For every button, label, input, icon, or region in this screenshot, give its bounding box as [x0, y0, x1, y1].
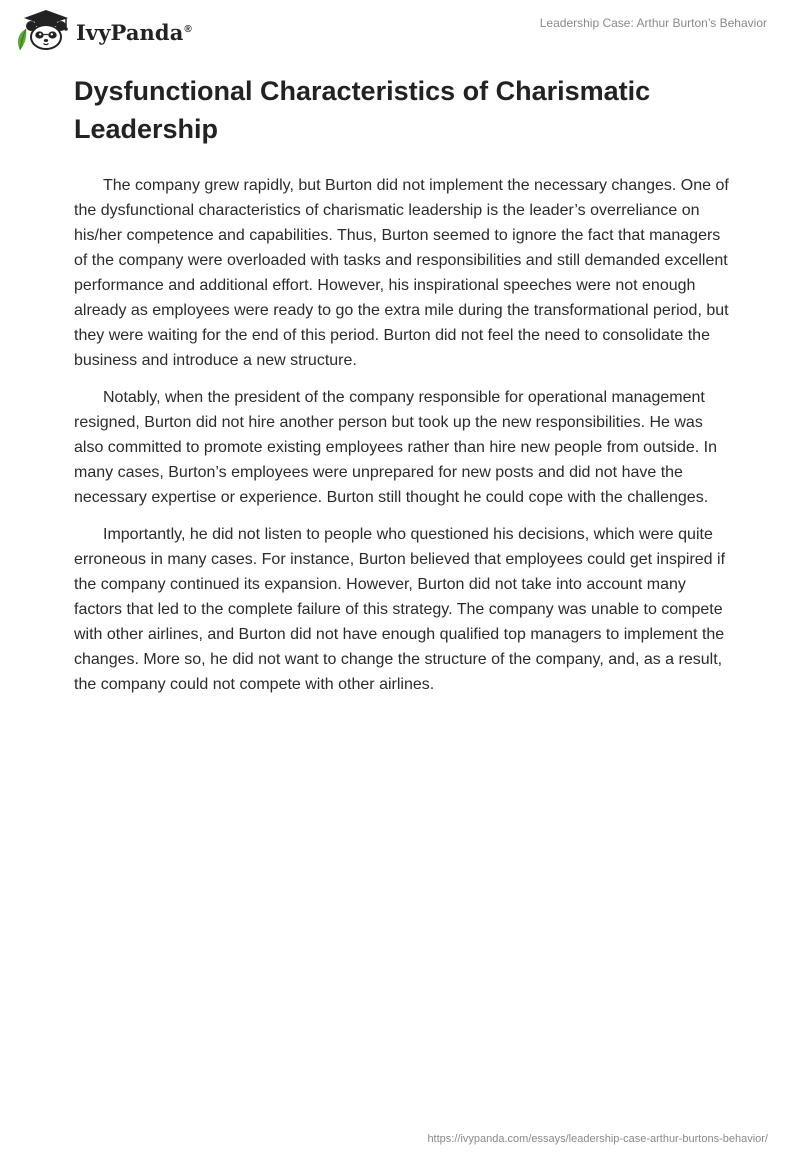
brand-name: IvyPanda® [76, 19, 192, 45]
source-url[interactable]: https://ivypanda.com/essays/leadership-case-arthur-burtons-behavior/ [427, 1133, 768, 1145]
registered-mark: ® [184, 23, 192, 35]
panda-graduate-icon [14, 9, 74, 51]
section-heading: Dysfunctional Characteristics of Charismatic Leadership [74, 76, 651, 144]
article-body [74, 173, 730, 709]
paragraph-2: Notably, when the president of the company responsible for operational management resigned, Burton did not hire another person but took up the new responsibilities. He was also committed to promote existing employees rather than hire new people from outside. In many cases, Burton’s employees were unprepared for new posts and did not have the necessary expertise or experience. Burton still thought he could cope with the challenges. [74, 389, 717, 506]
running-title: Leadership Case: Arthur Burton’s Behavior [539, 16, 767, 30]
ivypanda-logo[interactable] [14, 9, 192, 51]
paragraph-1: The company grew rapidly, but Burton did not implement the necessary changes. One of the dysfunctional characteristics of charismatic leadership is the leader’s overreliance on his/her competence and capabilities. Thus, Burton seemed to ignore the fact that managers of the company were overloaded with tasks and responsibilities and still demanded excellent performance and additional effort. However, his inspirational speeches were not enough already as employees were ready to go the extra mile during the transformational period, but they were waiting for the end of this period. Burton did not feel the need to consolidate the business and introduce a new structure. [74, 177, 729, 369]
page-header [0, 0, 800, 60]
paragraph-3: Importantly, he did not listen to people who questioned his decisions, which were quite erroneous in many cases. For instance, Burton believed that employees could get inspired if the company continued its expansion. However, Burton did not take into account many factors that led to the complete failure of this strategy. The company was unable to compete with other airlines, and Burton did not have enough qualified top managers to implement the changes. More so, he did not want to change the structure of the company, and, as a result, the company could not compete with other airlines. [74, 526, 726, 693]
